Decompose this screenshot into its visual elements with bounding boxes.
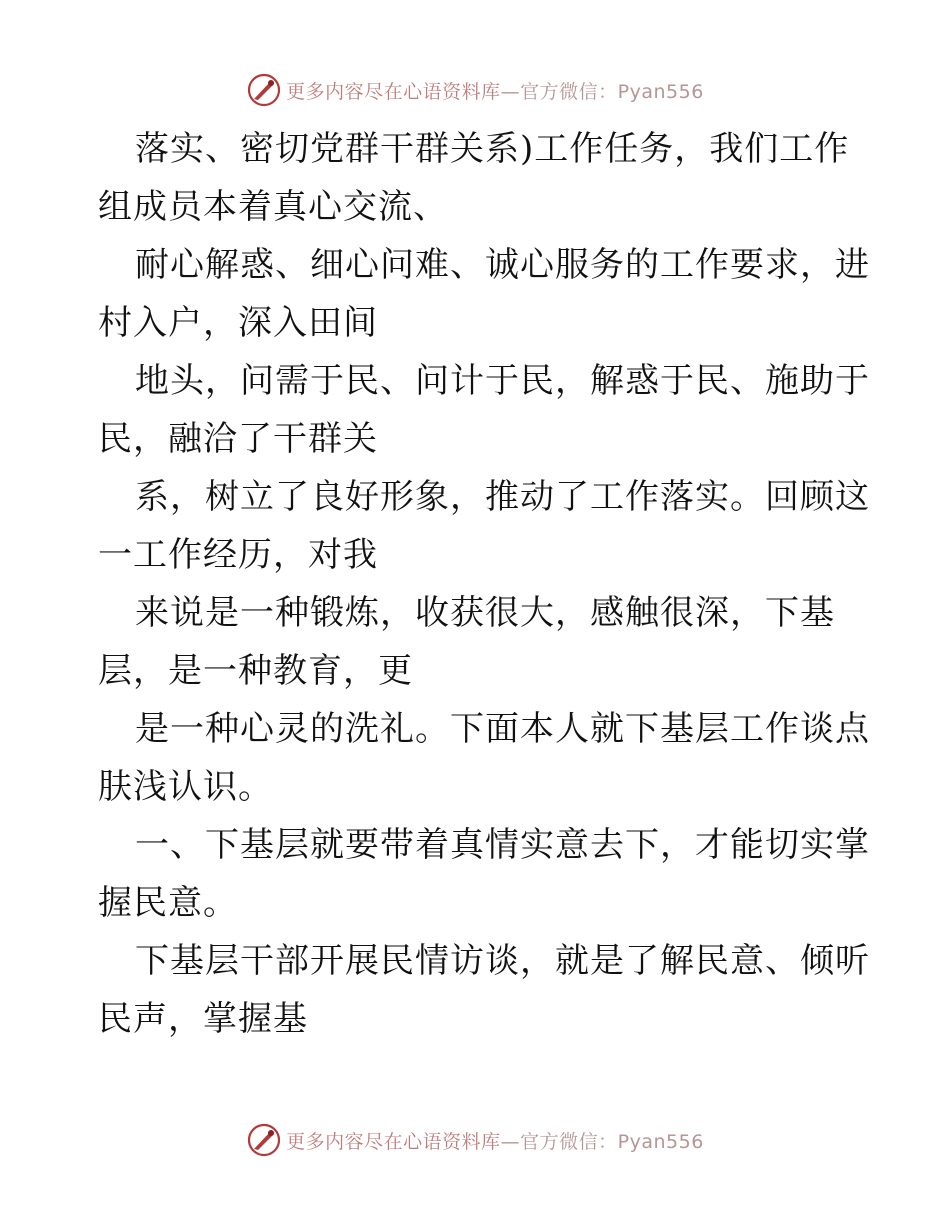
body-line: 来说是一种锻炼，收获很大，感触很深，下基 (135, 593, 835, 633)
footer-watermark (0, 1120, 950, 1160)
watermark-main-text: 更多内容尽在心语资料库 (286, 1130, 501, 1153)
body-line: 地头，问需于民、问计于民，解惑于民、施助于 (135, 361, 870, 401)
body-line: 落实、密切党群干群关系)工作任务，我们工作 (135, 129, 850, 169)
watermark-sub-text: —官方微信：Pyan556 (500, 80, 704, 103)
body-line: 组成员本着真心交流、 (98, 187, 448, 227)
watermark-sub-text: —官方微信：Pyan556 (500, 1130, 704, 1153)
body-line: 一工作经历，对我 (98, 535, 378, 575)
body-line: 民，融洽了干群关 (98, 419, 378, 459)
body-line: 肤浅认识。 (98, 767, 273, 807)
quill-logo-icon (246, 72, 282, 108)
body-line: 村入户，深入田间 (98, 303, 378, 343)
header-watermark (0, 70, 950, 110)
watermark-main-text: 更多内容尽在心语资料库 (286, 80, 501, 103)
document-body (98, 120, 868, 1048)
body-line: 民声，掌握基 (98, 999, 308, 1039)
body-line: 耐心解惑、细心问难、诚心服务的工作要求，进 (135, 245, 870, 285)
body-line: 层，是一种教育，更 (98, 651, 413, 691)
section-heading-continued: 握民意。 (98, 883, 238, 923)
body-line: 下基层干部开展民情访谈，就是了解民意、倾听 (135, 941, 870, 981)
section-heading: 一、下基层就要带着真情实意去下，才能切实掌 (135, 825, 870, 865)
quill-logo-icon (246, 1122, 282, 1158)
body-line: 是一种心灵的洗礼。下面本人就下基层工作谈点 (135, 709, 870, 749)
body-line: 系，树立了良好形象，推动了工作落实。回顾这 (135, 477, 870, 517)
